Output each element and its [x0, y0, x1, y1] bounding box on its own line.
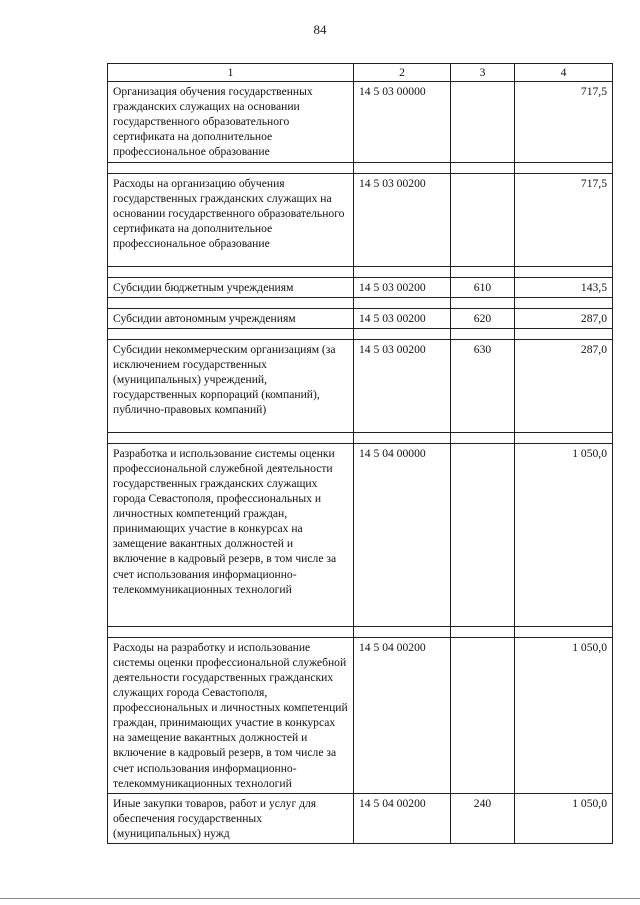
- row-name: Субсидии некоммерческим организациям (за исключением государственных (муниципальных) учреждений, государственных корпораций (компаний), публично-правовых компаний): [108, 339, 354, 432]
- row-amount: 143,5: [515, 277, 613, 297]
- row-amount: 717,5: [515, 173, 613, 266]
- table-row: [108, 173, 613, 266]
- row-amount: 1 050,0: [515, 637, 613, 793]
- row-type: [451, 637, 515, 793]
- row-code: 14 5 04 00000: [354, 443, 451, 626]
- row-gap: [108, 266, 613, 277]
- row-gap: [108, 162, 613, 173]
- table-row: [108, 443, 613, 626]
- table-row: [108, 793, 613, 843]
- row-type: 620: [451, 308, 515, 328]
- header-cell-4: 4: [515, 64, 613, 82]
- row-gap: [108, 432, 613, 443]
- row-name: Субсидии автономным учреждениям: [108, 308, 354, 328]
- row-type: [451, 173, 515, 266]
- table-row: [108, 637, 613, 793]
- row-name: Расходы на разработку и использование системы оценки профессиональной служебной деятельности государственных гражданских служащих города Севастополя, профессиональных и личностных компетенций граждан, принимающих участие в конкурсах на замещение вакантных должностей и включение в кадровый резерв, в том числе за счет использования информационно-телекоммуникационных технологий: [108, 637, 354, 793]
- row-code: 14 5 03 00200: [354, 339, 451, 432]
- table-row: [108, 308, 613, 328]
- row-amount: 1 050,0: [515, 443, 613, 626]
- row-amount: 1 050,0: [515, 793, 613, 843]
- row-code: 14 5 03 00200: [354, 308, 451, 328]
- row-name: Субсидии бюджетным учреждениям: [108, 277, 354, 297]
- row-amount: 287,0: [515, 308, 613, 328]
- row-amount: 717,5: [515, 82, 613, 162]
- row-code: 14 5 03 00200: [354, 277, 451, 297]
- row-name: Иные закупки товаров, работ и услуг для обеспечения государственных (муниципальных) нужд: [108, 793, 354, 843]
- row-name: Расходы на организацию обучения государственных гражданских служащих на основании государственного образовательного сертификата на дополнительное профессиональное образование: [108, 173, 354, 266]
- row-gap: [108, 297, 613, 308]
- table-header-row: [108, 64, 613, 82]
- page-number: 84: [313, 22, 327, 37]
- header-cell-3: 3: [451, 64, 515, 82]
- budget-table: [107, 63, 613, 844]
- table-row: [108, 82, 613, 162]
- header-cell-1: 1: [108, 64, 354, 82]
- table-row: [108, 277, 613, 297]
- row-type: 610: [451, 277, 515, 297]
- row-code: 14 5 04 00200: [354, 793, 451, 843]
- row-name: Организация обучения государственных гражданских служащих на основании государственного образовательного сертификата на дополнительное профессиональное образование: [108, 82, 354, 162]
- row-amount: 287,0: [515, 339, 613, 432]
- row-code: 14 5 03 00200: [354, 173, 451, 266]
- row-code: 14 5 03 00000: [354, 82, 451, 162]
- page-bottom-rule: [0, 898, 640, 899]
- table-row: [108, 339, 613, 432]
- row-gap: [108, 328, 613, 339]
- row-gap: [108, 626, 613, 637]
- row-type: [451, 443, 515, 626]
- row-type: 630: [451, 339, 515, 432]
- row-type: [451, 82, 515, 162]
- row-name: Разработка и использование системы оценки профессиональной служебной деятельности государственных гражданских служащих города Севастополя, профессиональных и личностных компетенций граждан, принимающих участие в конкурсах на замещение вакантных должностей и включение в кадровый резерв, в том числе за счет использования информационно-телекоммуникационных технологий: [108, 443, 354, 626]
- header-cell-2: 2: [354, 64, 451, 82]
- row-type: 240: [451, 793, 515, 843]
- row-code: 14 5 04 00200: [354, 637, 451, 793]
